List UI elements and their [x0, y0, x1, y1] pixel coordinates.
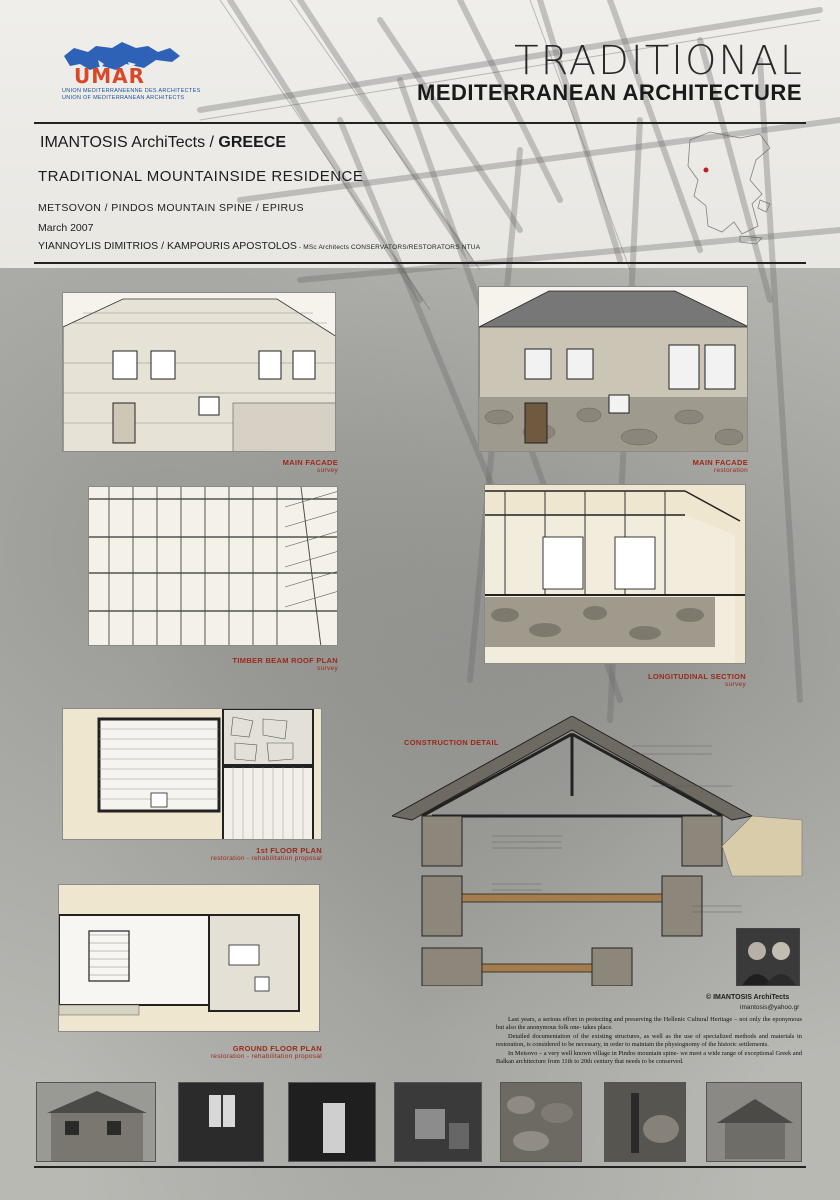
contact-email[interactable]: imantosis@yahoo.gr [740, 1004, 800, 1011]
main-facade-survey-drawing [62, 292, 336, 452]
authors-line [38, 240, 480, 252]
firm-line [40, 134, 286, 152]
project-title: TRADITIONAL MOUNTAINSIDE RESIDENCE [38, 168, 364, 185]
roof-plan-drawing [88, 486, 338, 646]
country: GREECE [218, 134, 286, 151]
construction-detail-label: CONSTRUCTION DETAIL [404, 738, 499, 747]
info-rule [34, 262, 806, 264]
photo-stone-wall [500, 1082, 582, 1162]
roof-plan-label: TIMBER BEAM ROOF PLAN survey [232, 656, 338, 672]
first-floor-plan-drawing [62, 708, 322, 840]
photo-detail-structure [604, 1082, 686, 1162]
main-facade-survey-label: MAIN FACADE survey [282, 458, 338, 474]
photo-house-exterior [36, 1082, 156, 1162]
photo-interior-furniture [394, 1082, 482, 1162]
copyright-text: © IMANTOSIS ArchiTects [706, 994, 790, 1001]
project-location: METSOVON / PINDOS MOUNTAIN SPINE / EPIRUS [38, 202, 304, 214]
description-paragraph: Detailed documentation of the existing structures, as well as the use of specialized methods and materials in restoration, is considered to be necessary, in order to maintain the physiognomy of the historic settlements. [496, 1032, 802, 1049]
main-facade-restoration-drawing [478, 286, 748, 452]
architects-portrait [736, 928, 800, 986]
ground-floor-plan-drawing [58, 884, 320, 1032]
authors: YIANNOYLIS DIMITRIOS / KAMPOURIS APOSTOLOS [38, 240, 297, 252]
main-facade-restoration-label: MAIN FACADE restoration [692, 458, 748, 474]
footer-rule [34, 1166, 806, 1168]
project-date: March 2007 [38, 222, 94, 234]
firm-name: IMANTOSIS ArchiTects [40, 134, 206, 151]
description-text [496, 1016, 802, 1066]
photo-interior-window [178, 1082, 264, 1162]
logo-subtitle-fr: UNION MEDITERRANEENNE DES ARCHITECTES [62, 88, 201, 94]
page-title-line2: MEDITERRANEAN ARCHITECTURE [417, 80, 802, 105]
photo-interior-door [288, 1082, 376, 1162]
ground-floor-plan-label: GROUND FLOOR PLAN restoration - rehabilitation proposal [210, 1044, 322, 1060]
header-rule [34, 122, 806, 124]
longitudinal-section-label: LONGITUDINAL SECTION survey [648, 672, 746, 688]
longitudinal-section-drawing [484, 484, 746, 664]
first-floor-plan-label: 1st FLOOR PLAN restoration - rehabilitation proposal [210, 846, 322, 862]
logo-name: UMAR [74, 64, 146, 88]
logo-subtitle-en: UNION OF MEDITERRANEAN ARCHITECTS [62, 95, 185, 101]
photo-village-roof [706, 1082, 802, 1162]
firm-separator: / [205, 134, 219, 151]
page-title-line1: TRADITIONAL [514, 38, 804, 84]
credentials: - MSc Architects CONSERVATORS/RESTORATORS NTUA [296, 244, 481, 251]
description-paragraph: In Metsovo – a very well known village in Pindos mountain spine- we meet a wide range of exceptional Greek and Balkan architecture from 11th to 20th century that needs to be conserved. [496, 1049, 802, 1066]
description-paragraph: Last years, a serious effort in protecting and preserving the Hellenic Cultural Heritage – not only the eponymous but also the anonymous folk one- takes place. [496, 1016, 802, 1032]
